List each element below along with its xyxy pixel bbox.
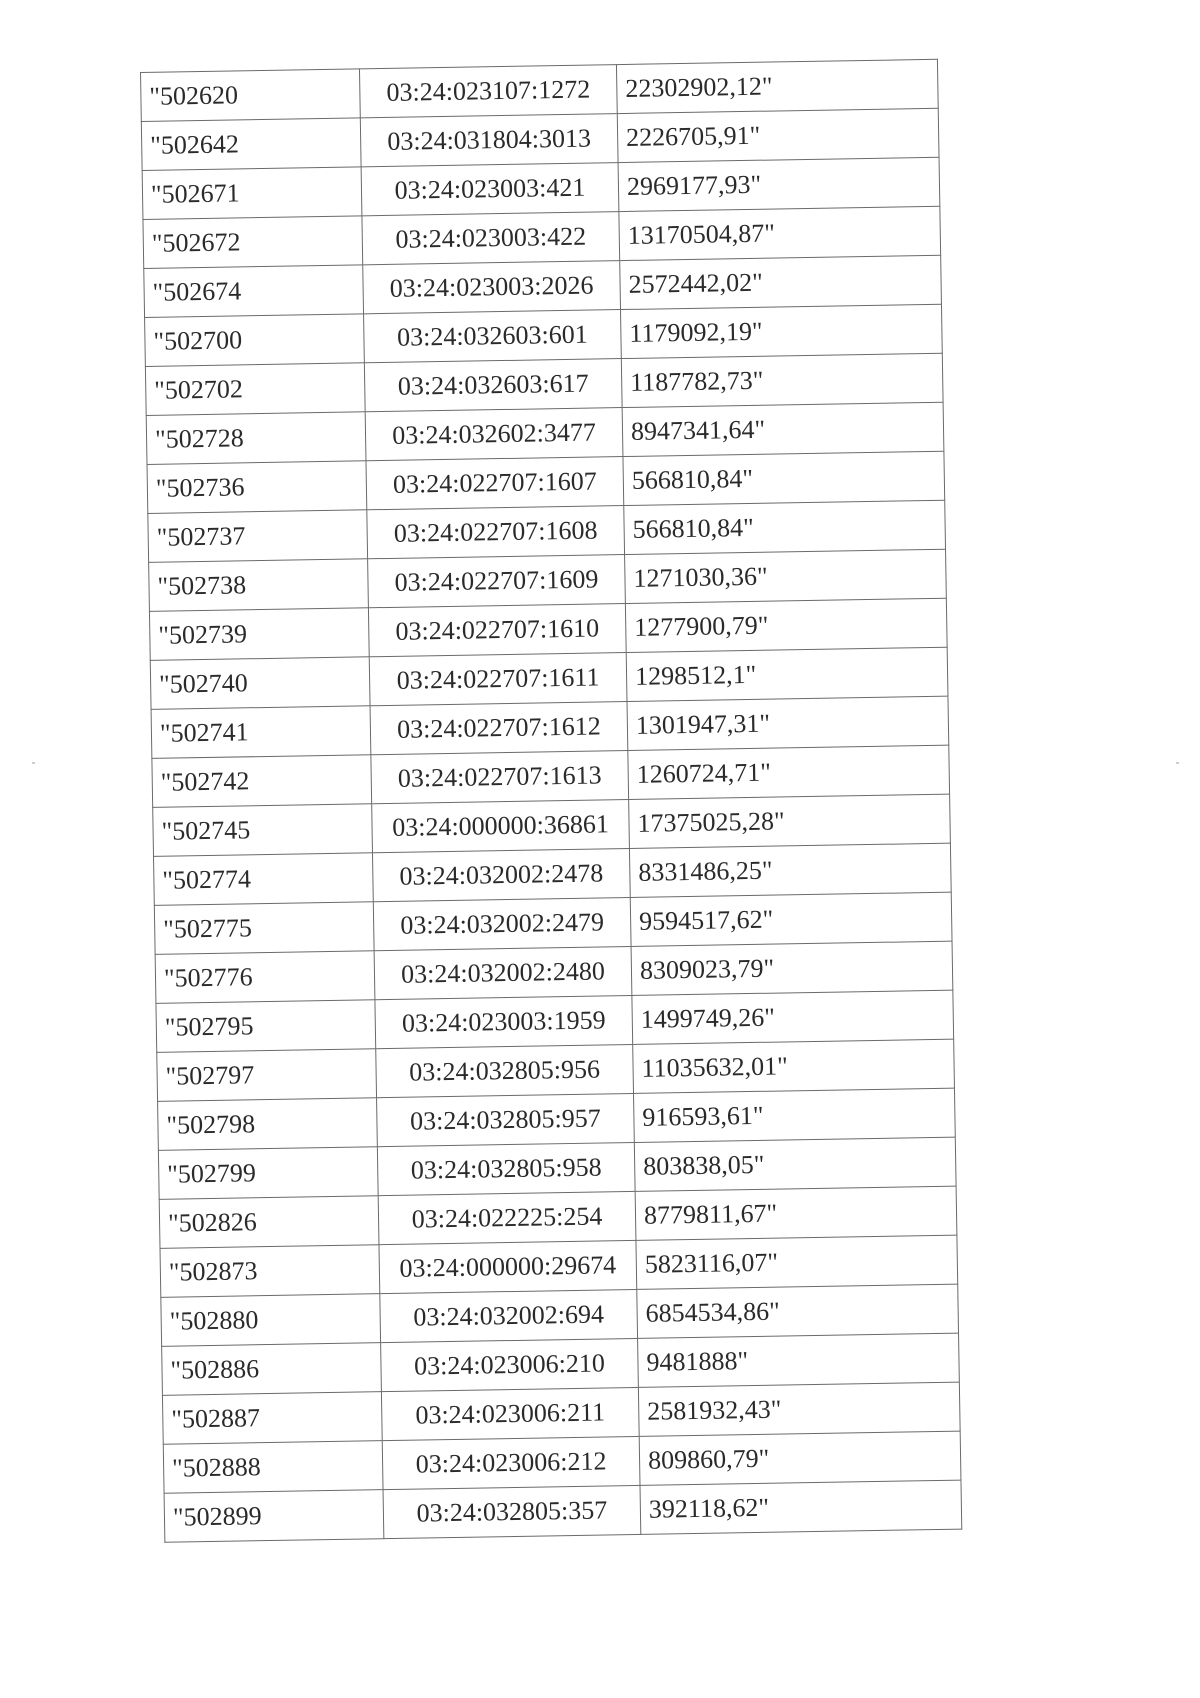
- value-cell: 11035632,01": [633, 1039, 955, 1093]
- value-cell: 392118,62": [640, 1480, 962, 1534]
- cadastral-number-cell: 03:24:022707:1610: [368, 604, 626, 657]
- value-cell: 916593,61": [634, 1088, 956, 1142]
- value-cell: 13170504,87": [619, 206, 941, 260]
- id-cell: "502737: [148, 510, 368, 563]
- value-cell: 1187782,73": [621, 353, 943, 407]
- id-cell: "502620: [141, 69, 361, 122]
- cadastral-number-cell: 03:24:022225:254: [378, 1191, 636, 1244]
- value-cell: 566810,84": [624, 500, 946, 554]
- id-cell: "502880: [161, 1294, 381, 1347]
- value-cell: 1298512,1": [626, 647, 948, 701]
- cadastral-number-cell: 03:24:023003:421: [361, 163, 619, 216]
- cadastral-number-cell: 03:24:032603:601: [364, 310, 622, 363]
- cadastral-number-cell: 03:24:032805:958: [377, 1142, 635, 1195]
- id-cell: "502888: [163, 1441, 383, 1494]
- cadastral-number-cell: 03:24:032002:2480: [374, 946, 632, 999]
- id-cell: "502797: [157, 1049, 377, 1102]
- id-cell: "502798: [158, 1098, 378, 1151]
- value-cell: 22302902,12": [616, 59, 938, 113]
- value-cell: 8331486,25": [629, 843, 951, 897]
- cadastral-number-cell: 03:24:023003:422: [362, 212, 620, 265]
- value-cell: 6854534,86": [637, 1284, 959, 1338]
- id-cell: "502799: [158, 1147, 378, 1200]
- id-cell: "502873: [160, 1245, 380, 1298]
- id-cell: "502887: [162, 1392, 382, 1445]
- cadastral-number-cell: 03:24:032002:694: [380, 1289, 638, 1342]
- cadastral-number-cell: 03:24:023006:212: [382, 1436, 640, 1489]
- value-cell: 8779811,67": [635, 1186, 957, 1240]
- value-cell: 1179092,19": [621, 304, 943, 358]
- value-cell: 1271030,36": [625, 549, 947, 603]
- scan-speck: [1176, 762, 1179, 764]
- id-cell: "502740: [150, 657, 370, 710]
- cadastral-number-cell: 03:24:022707:1611: [369, 653, 627, 706]
- cadastral-number-cell: 03:24:023003:1959: [375, 995, 633, 1048]
- cadastral-number-cell: 03:24:032602:3477: [365, 408, 623, 461]
- value-cell: 1277900,79": [625, 598, 947, 652]
- id-cell: "502674: [144, 265, 364, 318]
- id-cell: "502886: [162, 1343, 382, 1396]
- id-cell: "502776: [155, 951, 375, 1004]
- value-cell: 2226705,91": [617, 108, 939, 162]
- id-cell: "502671: [142, 167, 362, 220]
- id-cell: "502700: [145, 314, 365, 367]
- id-cell: "502736: [147, 461, 367, 514]
- cadastral-number-cell: 03:24:023006:211: [381, 1387, 639, 1440]
- value-cell: 2969177,93": [618, 157, 940, 211]
- id-cell: "502738: [149, 559, 369, 612]
- cadastral-number-cell: 03:24:032002:2479: [373, 897, 631, 950]
- value-cell: 5823116,07": [636, 1235, 958, 1289]
- cadastral-number-cell: 03:24:031804:3013: [360, 114, 618, 167]
- cadastral-number-cell: 03:24:032805:357: [383, 1485, 641, 1538]
- cadastral-number-cell: 03:24:022707:1608: [367, 506, 625, 559]
- value-cell: 809860,79": [639, 1431, 961, 1485]
- id-cell: "502826: [159, 1196, 379, 1249]
- value-cell: 2572442,02": [620, 255, 942, 309]
- id-cell: "502745: [153, 804, 373, 857]
- id-cell: "502728: [146, 412, 366, 465]
- value-cell: 1301947,31": [627, 696, 949, 750]
- value-cell: 9481888": [638, 1333, 960, 1387]
- id-cell: "502775: [154, 902, 374, 955]
- cadastral-number-cell: 03:24:032002:2478: [372, 848, 630, 901]
- value-cell: 566810,84": [623, 451, 945, 505]
- scan-speck: [32, 762, 35, 764]
- id-cell: "502672: [143, 216, 363, 269]
- id-cell: "502774: [154, 853, 374, 906]
- cadastral-number-cell: 03:24:032805:957: [377, 1093, 635, 1146]
- value-cell: 9594517,62": [630, 892, 952, 946]
- table-body: [141, 59, 962, 1542]
- id-cell: "502702: [145, 363, 365, 416]
- value-cell: 2581932,43": [638, 1382, 960, 1436]
- value-cell: 803838,05": [634, 1137, 956, 1191]
- cadastral-number-cell: 03:24:032805:956: [376, 1044, 634, 1097]
- cadastral-number-cell: 03:24:022707:1612: [370, 702, 628, 755]
- cadastral-number-cell: 03:24:032603:617: [364, 359, 622, 412]
- value-cell: 8947341,64": [622, 402, 944, 456]
- table-container: [140, 59, 962, 1543]
- id-cell: "502642: [141, 118, 361, 171]
- id-cell: "502741: [151, 706, 371, 759]
- cadastral-number-cell: 03:24:022707:1609: [368, 555, 626, 608]
- cadastral-number-cell: 03:24:023107:1272: [359, 65, 617, 118]
- cadastral-number-cell: 03:24:000000:36861: [372, 799, 630, 852]
- cadastral-number-cell: 03:24:022707:1607: [366, 457, 624, 510]
- id-cell: "502739: [149, 608, 369, 661]
- cadastral-number-cell: 03:24:000000:29674: [379, 1240, 637, 1293]
- cadastral-number-cell: 03:24:023006:210: [381, 1338, 639, 1391]
- cadastral-table: [140, 59, 962, 1543]
- id-cell: "502795: [156, 1000, 376, 1053]
- value-cell: 8309023,79": [631, 941, 953, 995]
- cadastral-number-cell: 03:24:023003:2026: [363, 261, 621, 314]
- value-cell: 1260724,71": [628, 745, 950, 799]
- value-cell: 17375025,28": [629, 794, 951, 848]
- id-cell: "502899: [164, 1490, 384, 1543]
- value-cell: 1499749,26": [632, 990, 954, 1044]
- cadastral-number-cell: 03:24:022707:1613: [371, 751, 629, 804]
- id-cell: "502742: [152, 755, 372, 808]
